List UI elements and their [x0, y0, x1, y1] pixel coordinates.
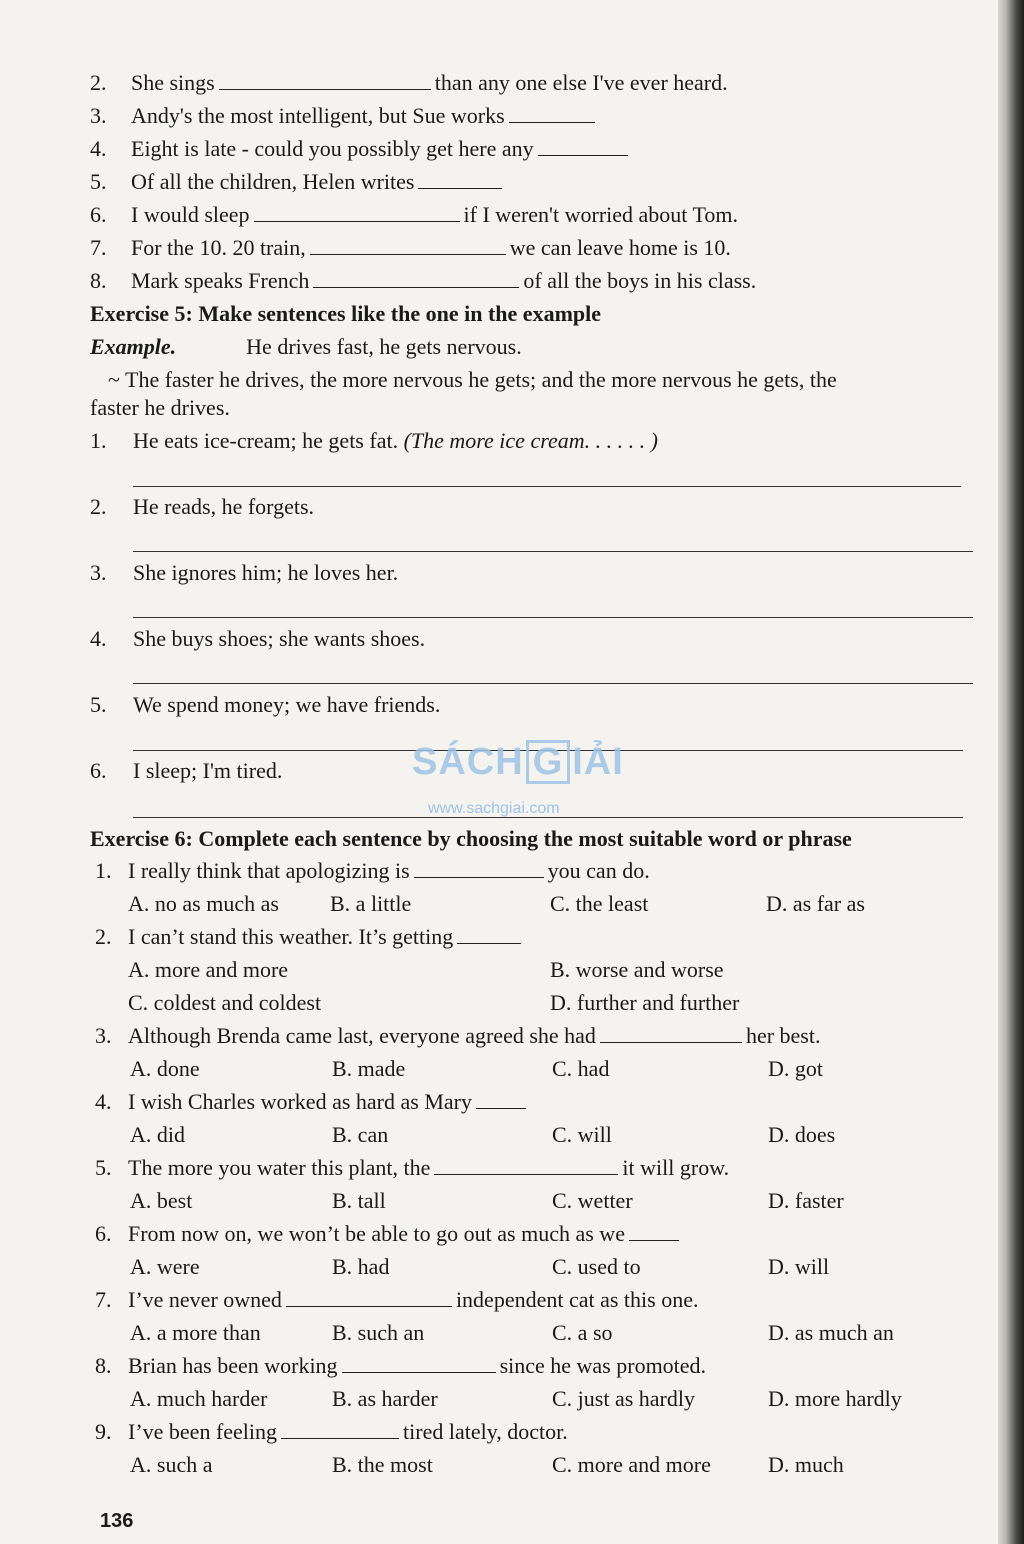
- ex6-option[interactable]: B. the most: [332, 1452, 433, 1477]
- ex6-option[interactable]: D. much: [768, 1452, 844, 1477]
- ex6-question: From now on, we won’t be able to go out as much as we: [128, 1221, 683, 1247]
- ex5-item: She buys shoes; she wants shoes.: [133, 626, 426, 651]
- answer-blank[interactable]: [629, 1222, 679, 1241]
- ex6-option[interactable]: B. had: [332, 1254, 390, 1279]
- ex5-item-number: 5.: [90, 692, 107, 717]
- ex6-option[interactable]: D. faster: [768, 1188, 844, 1213]
- ex5-hint: (The more ice cream. . . . . . ): [403, 428, 658, 453]
- ex4-item-number: 4.: [90, 136, 107, 161]
- ex6-option[interactable]: A. such a: [130, 1452, 213, 1477]
- ex6-option[interactable]: A. done: [130, 1056, 200, 1081]
- watermark-url: www.sachgiai.com: [428, 800, 560, 817]
- ex5-item: I sleep; I'm tired.: [133, 758, 283, 783]
- ex5-item: She ignores him; he loves her.: [133, 560, 399, 585]
- ex6-option[interactable]: B. worse and worse: [550, 957, 724, 982]
- ex5-item: He reads, he forgets.: [133, 494, 315, 519]
- answer-blank[interactable]: [286, 1288, 452, 1307]
- ex6-question: I really think that apologizing is you can do.: [128, 858, 650, 883]
- ex6-option[interactable]: C. wetter: [552, 1188, 633, 1213]
- ex6-option[interactable]: A. best: [130, 1188, 193, 1213]
- ex6-option[interactable]: B. made: [332, 1056, 406, 1081]
- ex6-option[interactable]: D. as far as: [766, 891, 865, 916]
- answer-line[interactable]: [133, 486, 961, 487]
- ex6-option[interactable]: D. got: [768, 1056, 823, 1081]
- ex6-option[interactable]: A. were: [130, 1254, 200, 1279]
- ex5-example: [90, 334, 522, 360]
- ex6-option[interactable]: B. such an: [332, 1320, 425, 1345]
- ex6-option[interactable]: C. just as hardly: [552, 1386, 695, 1411]
- ex6-option[interactable]: D. will: [768, 1254, 830, 1279]
- ex4-item: For the 10. 20 train, we can leave home is 10.: [131, 235, 731, 260]
- book-spine-shadow: [998, 0, 1024, 1544]
- ex4-item-number: 5.: [90, 169, 107, 194]
- ex6-option[interactable]: B. as harder: [332, 1386, 438, 1411]
- ex6-item-number: 1.: [95, 858, 112, 883]
- ex6-item-number: 2.: [95, 924, 112, 949]
- answer-blank[interactable]: [310, 236, 506, 255]
- ex4-item: Eight is late - could you possibly get here any: [131, 136, 632, 162]
- ex6-item-number: 8.: [95, 1353, 112, 1378]
- example-text: He drives fast, he gets nervous.: [246, 334, 522, 359]
- ex6-option[interactable]: C. coldest and coldest: [128, 990, 322, 1015]
- ex4-item-number: 6.: [90, 202, 107, 227]
- example-answer-line-1: ~ The faster he drives, the more nervous he gets; and the more nervous he gets, the: [108, 367, 837, 392]
- example-label: Example.: [90, 334, 177, 359]
- ex6-option[interactable]: C. had: [552, 1056, 610, 1081]
- ex4-item: I would sleep if I weren't worried about Tom.: [131, 202, 739, 227]
- ex6-option[interactable]: B. can: [332, 1122, 389, 1147]
- answer-blank[interactable]: [281, 1420, 399, 1439]
- answer-blank[interactable]: [538, 137, 628, 156]
- ex4-item-number: 7.: [90, 235, 107, 260]
- answer-blank[interactable]: [414, 859, 544, 878]
- answer-blank[interactable]: [476, 1090, 526, 1109]
- ex6-option[interactable]: D. further and further: [550, 990, 740, 1015]
- answer-line[interactable]: [133, 551, 973, 552]
- ex6-option[interactable]: C. more and more: [552, 1452, 711, 1477]
- ex6-item-number: 4.: [95, 1089, 112, 1114]
- ex4-item-number: 2.: [90, 70, 107, 95]
- example-answer-line-2: faster he drives.: [90, 395, 230, 420]
- ex5-item-number: 1.: [90, 428, 107, 453]
- ex6-question: I wish Charles worked as hard as Mary: [128, 1089, 530, 1115]
- ex6-item-number: 6.: [95, 1221, 112, 1246]
- exercise-5-heading: Exercise 5: Make sentences like the one in the example: [90, 301, 602, 326]
- ex6-question: The more you water this plant, the it will grow.: [128, 1155, 730, 1180]
- ex6-item-number: 3.: [95, 1023, 112, 1048]
- watermark-logo: SÁCH G IẢI: [412, 741, 624, 783]
- ex6-option[interactable]: C. will: [552, 1122, 612, 1147]
- ex6-option[interactable]: C. the least: [550, 891, 649, 916]
- ex6-option[interactable]: A. much harder: [130, 1386, 268, 1411]
- ex6-question: I’ve been feeling tired lately, doctor.: [128, 1419, 568, 1444]
- ex4-item-number: 8.: [90, 268, 107, 293]
- ex6-option[interactable]: B. a little: [330, 891, 412, 916]
- ex6-option[interactable]: C. used to: [552, 1254, 641, 1279]
- ex6-option[interactable]: A. more and more: [128, 957, 289, 982]
- ex5-item: We spend money; we have friends.: [133, 692, 441, 717]
- ex4-item-number: 3.: [90, 103, 107, 128]
- ex5-item-number: 4.: [90, 626, 107, 651]
- answer-blank[interactable]: [313, 269, 519, 288]
- answer-blank[interactable]: [434, 1156, 618, 1175]
- ex6-option[interactable]: A. did: [130, 1122, 185, 1147]
- ex6-question: Although Brenda came last, everyone agreed she had her best.: [128, 1023, 821, 1048]
- exercise-6-heading: Exercise 6: Complete each sentence by choosing the most suitable word or phrase: [90, 826, 852, 851]
- ex4-item: She sings than any one else I've ever heard.: [131, 70, 728, 95]
- answer-blank[interactable]: [254, 203, 460, 222]
- ex6-item-number: 5.: [95, 1155, 112, 1180]
- ex6-option[interactable]: D. more hardly: [768, 1386, 902, 1411]
- ex5-item-number: 6.: [90, 758, 107, 783]
- ex6-option[interactable]: B. tall: [332, 1188, 386, 1213]
- ex4-item: Mark speaks French of all the boys in his class.: [131, 268, 757, 293]
- ex6-item-number: 7.: [95, 1287, 112, 1312]
- ex4-item: Of all the children, Helen writes: [131, 169, 506, 195]
- answer-blank[interactable]: [418, 170, 502, 189]
- ex6-item-number: 9.: [95, 1419, 112, 1444]
- answer-blank[interactable]: [600, 1024, 742, 1043]
- ex6-option[interactable]: D. does: [768, 1122, 836, 1147]
- ex6-question: I’ve never owned independent cat as this one.: [128, 1287, 699, 1312]
- answer-blank[interactable]: [509, 104, 595, 123]
- answer-line[interactable]: [133, 683, 973, 684]
- page-number: 136: [100, 1510, 134, 1532]
- ex4-item: Andy's the most intelligent, but Sue works: [131, 103, 599, 129]
- ex6-option[interactable]: D. as much an: [768, 1320, 894, 1345]
- ex6-option[interactable]: A. a more than: [130, 1320, 261, 1345]
- answer-blank[interactable]: [219, 71, 431, 90]
- ex6-option[interactable]: C. a so: [552, 1320, 613, 1345]
- answer-blank[interactable]: [457, 925, 521, 944]
- ex6-option[interactable]: A. no as much as: [128, 891, 279, 916]
- answer-blank[interactable]: [342, 1354, 496, 1373]
- ex5-item: He eats ice-cream; he gets fat. (The more ice cream. . . . . . ): [133, 428, 658, 453]
- ex5-item-number: 3.: [90, 560, 107, 585]
- ex6-question: Brian has been working since he was promoted.: [128, 1353, 707, 1378]
- ex5-item-number: 2.: [90, 494, 107, 519]
- answer-line[interactable]: [133, 617, 973, 618]
- ex6-question: I can’t stand this weather. It’s getting: [128, 924, 525, 950]
